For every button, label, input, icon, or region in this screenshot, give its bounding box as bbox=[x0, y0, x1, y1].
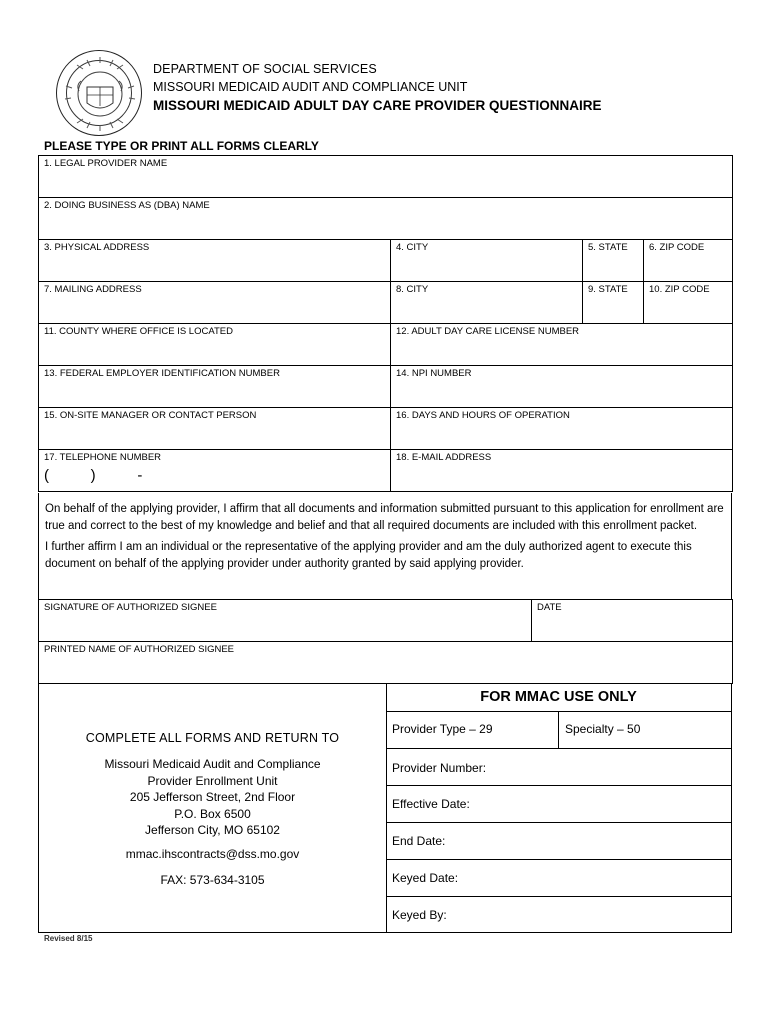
attestation-paragraph: I further affirm I am an individual or the representative of the applying provider and am the duly authorized agent to execute this document on behalf of the applying provider under authority granted by said applying provider. bbox=[45, 541, 692, 570]
effective-date-row bbox=[386, 785, 731, 822]
missouri-state-seal bbox=[56, 50, 142, 136]
return-email: mmac.ihscontracts@dss.mo.gov bbox=[125, 847, 300, 861]
field-label: 13. FEDERAL EMPLOYER IDENTIFICATION NUMBER bbox=[44, 368, 280, 379]
field-label: 15. ON-SITE MANAGER OR CONTACT PERSON bbox=[44, 410, 257, 421]
provider-info-table bbox=[38, 155, 733, 492]
field-label: 1. LEGAL PROVIDER NAME bbox=[44, 158, 168, 169]
field-label: 5. STATE bbox=[588, 242, 628, 253]
npi-number-field[interactable] bbox=[391, 366, 733, 408]
address-line: 205 Jefferson Street, 2nd Floor bbox=[129, 790, 296, 804]
telephone-field[interactable] bbox=[39, 450, 391, 492]
keyed-date-row bbox=[386, 859, 731, 896]
unit-name: MISSOURI MEDICAID AUDIT AND COMPLIANCE UNIT bbox=[153, 80, 468, 94]
end-date-row bbox=[386, 822, 731, 859]
field-label: SIGNATURE OF AUTHORIZED SIGNEE bbox=[44, 602, 217, 613]
return-and-office-use-section bbox=[38, 683, 732, 933]
legal-provider-name-field[interactable] bbox=[39, 156, 733, 198]
attestation-paragraph: On behalf of the applying provider, I affirm that all documents and information submitted pursuant to this application for enrollment are true and correct to the best of my knowledge and belief and that all required documents are included with this enrollment packet. bbox=[45, 503, 724, 532]
address-line: Missouri Medicaid Audit and Compliance bbox=[104, 757, 321, 771]
field-label: 16. DAYS AND HOURS OF OPERATION bbox=[396, 410, 570, 421]
department-name: DEPARTMENT OF SOCIAL SERVICES bbox=[153, 62, 377, 76]
hours-of-operation-field[interactable] bbox=[391, 408, 733, 450]
printed-name-field[interactable] bbox=[39, 642, 733, 684]
provider-type-row bbox=[386, 711, 731, 748]
field-label: 4. CITY bbox=[396, 242, 429, 253]
revision-date: Revised 8/15 bbox=[44, 934, 93, 943]
field-label: 18. E-MAIL ADDRESS bbox=[396, 452, 492, 463]
date-field[interactable] bbox=[532, 600, 733, 642]
provider-number-label: Provider Number: bbox=[392, 761, 487, 775]
end-date-label: End Date: bbox=[392, 834, 446, 848]
field-label: 17. TELEPHONE NUMBER bbox=[44, 452, 162, 463]
mailing-city-field[interactable] bbox=[391, 282, 583, 324]
mmac-use-only-box bbox=[386, 684, 731, 932]
signature-table bbox=[38, 599, 733, 684]
dba-name-field[interactable] bbox=[39, 198, 733, 240]
field-label: 7. MAILING ADDRESS bbox=[44, 284, 142, 295]
field-label: 14. NPI NUMBER bbox=[396, 368, 472, 379]
physical-address-field[interactable] bbox=[39, 240, 391, 282]
physical-state-field[interactable] bbox=[583, 240, 644, 282]
address-line: Provider Enrollment Unit bbox=[147, 773, 278, 788]
return-address-box bbox=[39, 684, 387, 932]
field-label: DATE bbox=[537, 602, 562, 613]
form-title: MISSOURI MEDICAID ADULT DAY CARE PROVIDER QUESTIONNAIRE bbox=[153, 98, 602, 113]
attestation-statement bbox=[38, 493, 732, 600]
field-label: 9. STATE bbox=[588, 284, 628, 295]
mmac-title: FOR MMAC USE ONLY bbox=[480, 689, 637, 705]
return-fax: FAX: 573-634-3105 bbox=[160, 873, 265, 887]
keyed-date-label: Keyed Date: bbox=[392, 871, 459, 885]
return-heading: COMPLETE ALL FORMS AND RETURN TO bbox=[85, 731, 340, 745]
signature-field[interactable] bbox=[39, 600, 532, 642]
contact-person-field[interactable] bbox=[39, 408, 391, 450]
phone-format: ( ) - bbox=[44, 467, 143, 484]
mailing-zip-field[interactable] bbox=[644, 282, 733, 324]
provider-type: Provider Type – 29 bbox=[392, 722, 493, 736]
field-label: PRINTED NAME OF AUTHORIZED SIGNEE bbox=[44, 644, 235, 655]
provider-number-row bbox=[386, 748, 731, 785]
county-field[interactable] bbox=[39, 324, 391, 366]
field-label: 8. CITY bbox=[396, 284, 429, 295]
keyed-by-row bbox=[386, 896, 731, 932]
address-line: Jefferson City, MO 65102 bbox=[145, 823, 280, 837]
field-label: 11. COUNTY WHERE OFFICE IS LOCATED bbox=[44, 326, 233, 337]
physical-city-field[interactable] bbox=[391, 240, 583, 282]
license-number-field[interactable] bbox=[391, 324, 733, 366]
return-address bbox=[39, 756, 386, 839]
field-label: 12. ADULT DAY CARE LICENSE NUMBER bbox=[396, 326, 580, 337]
divider bbox=[558, 712, 559, 748]
instructions: PLEASE TYPE OR PRINT ALL FORMS CLEARLY bbox=[44, 139, 319, 153]
field-label: 3. PHYSICAL ADDRESS bbox=[44, 242, 150, 253]
mailing-address-field[interactable] bbox=[39, 282, 391, 324]
fein-field[interactable] bbox=[39, 366, 391, 408]
address-line: P.O. Box 6500 bbox=[174, 806, 251, 821]
email-address-field[interactable] bbox=[391, 450, 733, 492]
specialty: Specialty – 50 bbox=[565, 722, 641, 736]
field-label: 6. ZIP CODE bbox=[649, 242, 705, 253]
mailing-state-field[interactable] bbox=[583, 282, 644, 324]
physical-zip-field[interactable] bbox=[644, 240, 733, 282]
field-label: 10. ZIP CODE bbox=[649, 284, 710, 295]
effective-date-label: Effective Date: bbox=[392, 797, 470, 811]
field-label: 2. DOING BUSINESS AS (DBA) NAME bbox=[44, 200, 210, 211]
keyed-by-label: Keyed By: bbox=[392, 908, 447, 922]
